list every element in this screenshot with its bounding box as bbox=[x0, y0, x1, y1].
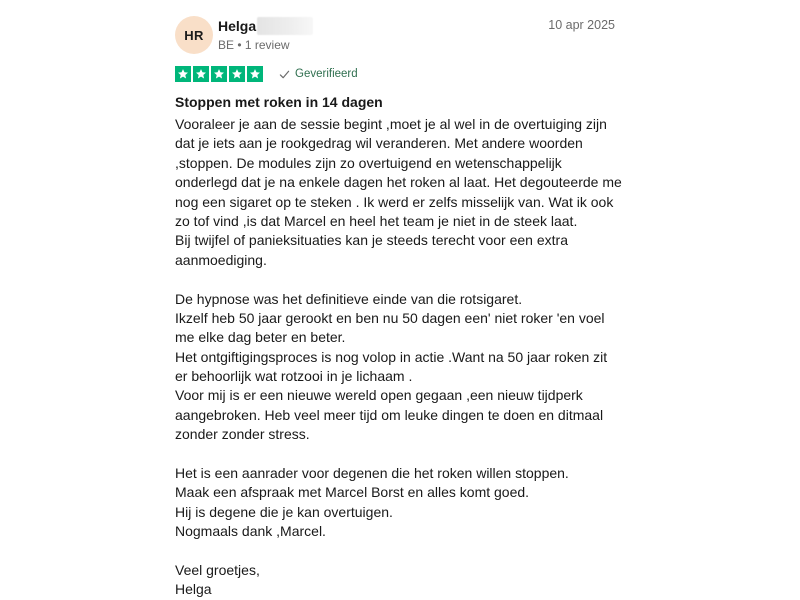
review-text-line: Voor mij is er een nieuwe wereld open gegaan ,een nieuw tijdperk bbox=[175, 387, 583, 404]
review-body bbox=[175, 115, 625, 600]
review-text-line: Hij is degene die je kan overtuigen. bbox=[175, 503, 393, 520]
review-text-line: Veel groetjes, bbox=[175, 561, 260, 578]
review-text-line: me elke dag beter en beter. bbox=[175, 329, 346, 346]
review-text-line: Ikzelf heb 50 jaar gerookt en ben nu 50 dagen een' niet roker 'en voel bbox=[175, 309, 605, 326]
review-text-line: zo tof vind ,is dat Marcel en heel het team je niet in de steek laat. bbox=[175, 212, 578, 229]
verified-badge[interactable] bbox=[279, 68, 358, 80]
star-icon bbox=[229, 66, 245, 82]
review-card bbox=[175, 14, 625, 598]
paragraph-gap bbox=[175, 445, 625, 464]
verified-label: Geverifieerd bbox=[295, 68, 358, 80]
star-icon bbox=[211, 66, 227, 82]
review-title: Stoppen met roken in 14 dagen bbox=[175, 94, 383, 110]
star-icon bbox=[193, 66, 209, 82]
review-text-line: Het is een aanrader voor degenen die het roken willen stoppen. bbox=[175, 465, 569, 482]
star-icon bbox=[247, 66, 263, 82]
reviewer-name-row bbox=[218, 17, 313, 35]
review-header bbox=[175, 14, 625, 56]
review-text-line: Nogmaals dank ,Marcel. bbox=[175, 523, 326, 540]
star-rating bbox=[175, 66, 263, 82]
paragraph-gap bbox=[175, 270, 625, 289]
review-text-line: Helga bbox=[175, 581, 212, 598]
star-icon bbox=[175, 66, 191, 82]
review-text-line: Bij twijfel of panieksituaties kan je steeds terecht voor een extra bbox=[175, 232, 568, 249]
review-text-line: zonder zonder stress. bbox=[175, 426, 310, 443]
reviewer-meta: BE • 1 review bbox=[218, 38, 290, 52]
rating-row bbox=[175, 66, 358, 82]
review-text-line: dat je iets aan je rookgedrag wil veranderen. Met andere woorden bbox=[175, 135, 583, 152]
review-text-line: Vooraleer je aan de sessie begint ,moet je al wel in de overtuiging zijn bbox=[175, 116, 607, 132]
review-text-line: aanmoediging. bbox=[175, 251, 267, 268]
review-text-line: nog een sigaret op te steken . Ik werd er zelfs misselijk van. Wat ik ook bbox=[175, 193, 614, 210]
avatar[interactable]: HR bbox=[175, 16, 213, 54]
review-text-line: Het ontgiftigingsproces is nog volop in actie .Want na 50 jaar roken zit bbox=[175, 348, 608, 365]
review-text-line: aangebroken. Heb veel meer tijd om leuke dingen te doen en ditmaal bbox=[175, 406, 604, 423]
review-text-line: onderlegd dat je na enkele dagen het roken al laat. Het degouteerde me bbox=[175, 174, 622, 191]
review-text-line: ,stoppen. De modules zijn zo overtuigend en wetenschappelijk bbox=[175, 154, 562, 171]
paragraph-gap bbox=[175, 542, 625, 561]
review-date: 10 apr 2025 bbox=[548, 18, 615, 32]
redacted-surname bbox=[257, 17, 313, 35]
reviewer-name[interactable]: Helga bbox=[218, 18, 257, 34]
review-text-line: De hypnose was het definitieve einde van die rotsigaret. bbox=[175, 290, 523, 307]
review-text-line: Maak een afspraak met Marcel Borst en alles komt goed. bbox=[175, 484, 530, 501]
review-text-line: er behoorlijk wat rotzooi in je lichaam . bbox=[175, 368, 413, 385]
checkmark-icon bbox=[279, 69, 290, 80]
